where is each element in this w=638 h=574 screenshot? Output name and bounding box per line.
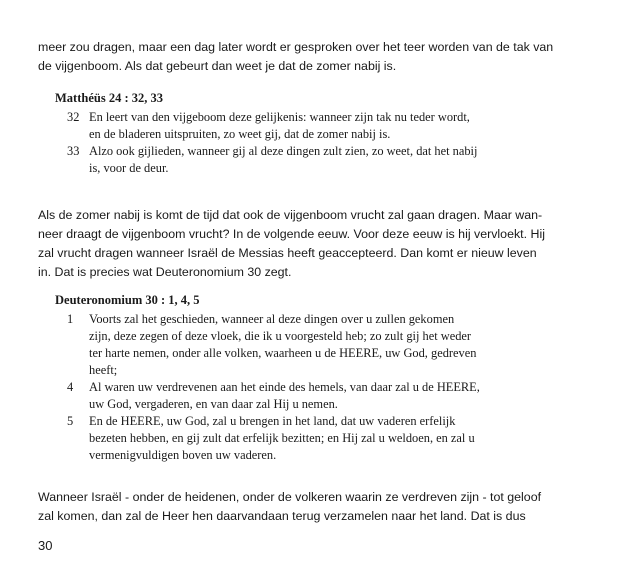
verse-line: Al waren uw verdrevenen aan het einde des hemels, van daar zal u de HEERE, (89, 380, 480, 394)
verse-line: en de bladeren uitspruiten, zo weet gij, dat de zomer nabij is. (89, 127, 391, 141)
verse-number: 5 (67, 414, 74, 428)
scripture-reference: Matthéüs 24 : 32, 33 (55, 91, 163, 105)
body-paragraph-3 (38, 488, 600, 526)
paragraph-line: de vijgenboom. Als dat gebeurt dan weet je dat de zomer nabij is. (38, 59, 397, 73)
page-number: 30 (38, 538, 53, 553)
verse-line: En de HEERE, uw God, zal u brengen in het land, dat uw vaderen erfelijk (89, 414, 456, 428)
verse-line: Voorts zal het geschieden, wanneer al deze dingen over u zullen gekomen (89, 312, 455, 326)
scripture-quote-matthew (55, 90, 555, 177)
verse-number: 33 (67, 144, 80, 158)
paragraph-line: neer draagt de vijgenboom vrucht? In de volgende eeuw. Voor deze eeuw is hij vervloekt. Hij (38, 227, 545, 241)
verse-line: ter harte nemen, onder alle volken, waarheen u de HEERE, uw God, gedreven (89, 346, 477, 360)
body-paragraph-1 (38, 38, 600, 76)
verse-line: is, voor de deur. (89, 161, 169, 175)
body-paragraph-2 (38, 206, 600, 282)
verse-1 (55, 311, 555, 379)
verse-line: Alzo ook gijlieden, wanneer gij al deze dingen zult zien, zo weet, dat het nabij (89, 144, 478, 158)
verse-32 (55, 109, 555, 143)
paragraph-line: Als de zomer nabij is komt de tijd dat ook de vijgenboom vrucht zal gaan dragen. Maar wan- (38, 208, 543, 222)
verse-number: 4 (67, 380, 74, 394)
verse-line: En leert van den vijgeboom deze gelijkenis: wanneer zijn tak nu teder wordt, (89, 110, 470, 124)
verse-line: zijn, deze zegen of deze vloek, die ik u voorgesteld heb; zo zult gij het weder (89, 329, 472, 343)
verse-number: 1 (67, 312, 74, 326)
paragraph-line: Wanneer Israël - onder de heidenen, onder de volkeren waarin ze verdreven zijn - tot geloof (38, 490, 542, 504)
paragraph-line: in. Dat is precies wat Deuteronomium 30 zegt. (38, 265, 292, 279)
verse-line: bezeten hebben, en gij zult dat erfelijk bezitten; en Hij zal u weldoen, en zal u (89, 431, 475, 445)
scripture-quote-deuteronomy (55, 292, 555, 464)
verse-33 (55, 143, 555, 177)
verse-line: uw God, vergaderen, en van daar zal Hij u nemen. (89, 397, 338, 411)
verse-5 (55, 413, 555, 464)
verse-line: vermenigvuldigen boven uw vaderen. (89, 448, 277, 462)
verse-4 (55, 379, 555, 413)
paragraph-line: zal vrucht dragen wanneer Israël de Messias heeft geaccepteerd. Dan komt er nieuw leven (38, 246, 537, 260)
paragraph-line: zal komen, dan zal de Heer hen daarvandaan terug verzamelen naar het land. Dat is dus (38, 509, 526, 523)
verse-line: heeft; (89, 363, 118, 377)
verse-number: 32 (67, 110, 80, 124)
scripture-reference: Deuteronomium 30 : 1, 4, 5 (55, 293, 200, 307)
paragraph-line: meer zou dragen, maar een dag later wordt er gesproken over het teer worden van de tak van (38, 40, 554, 54)
